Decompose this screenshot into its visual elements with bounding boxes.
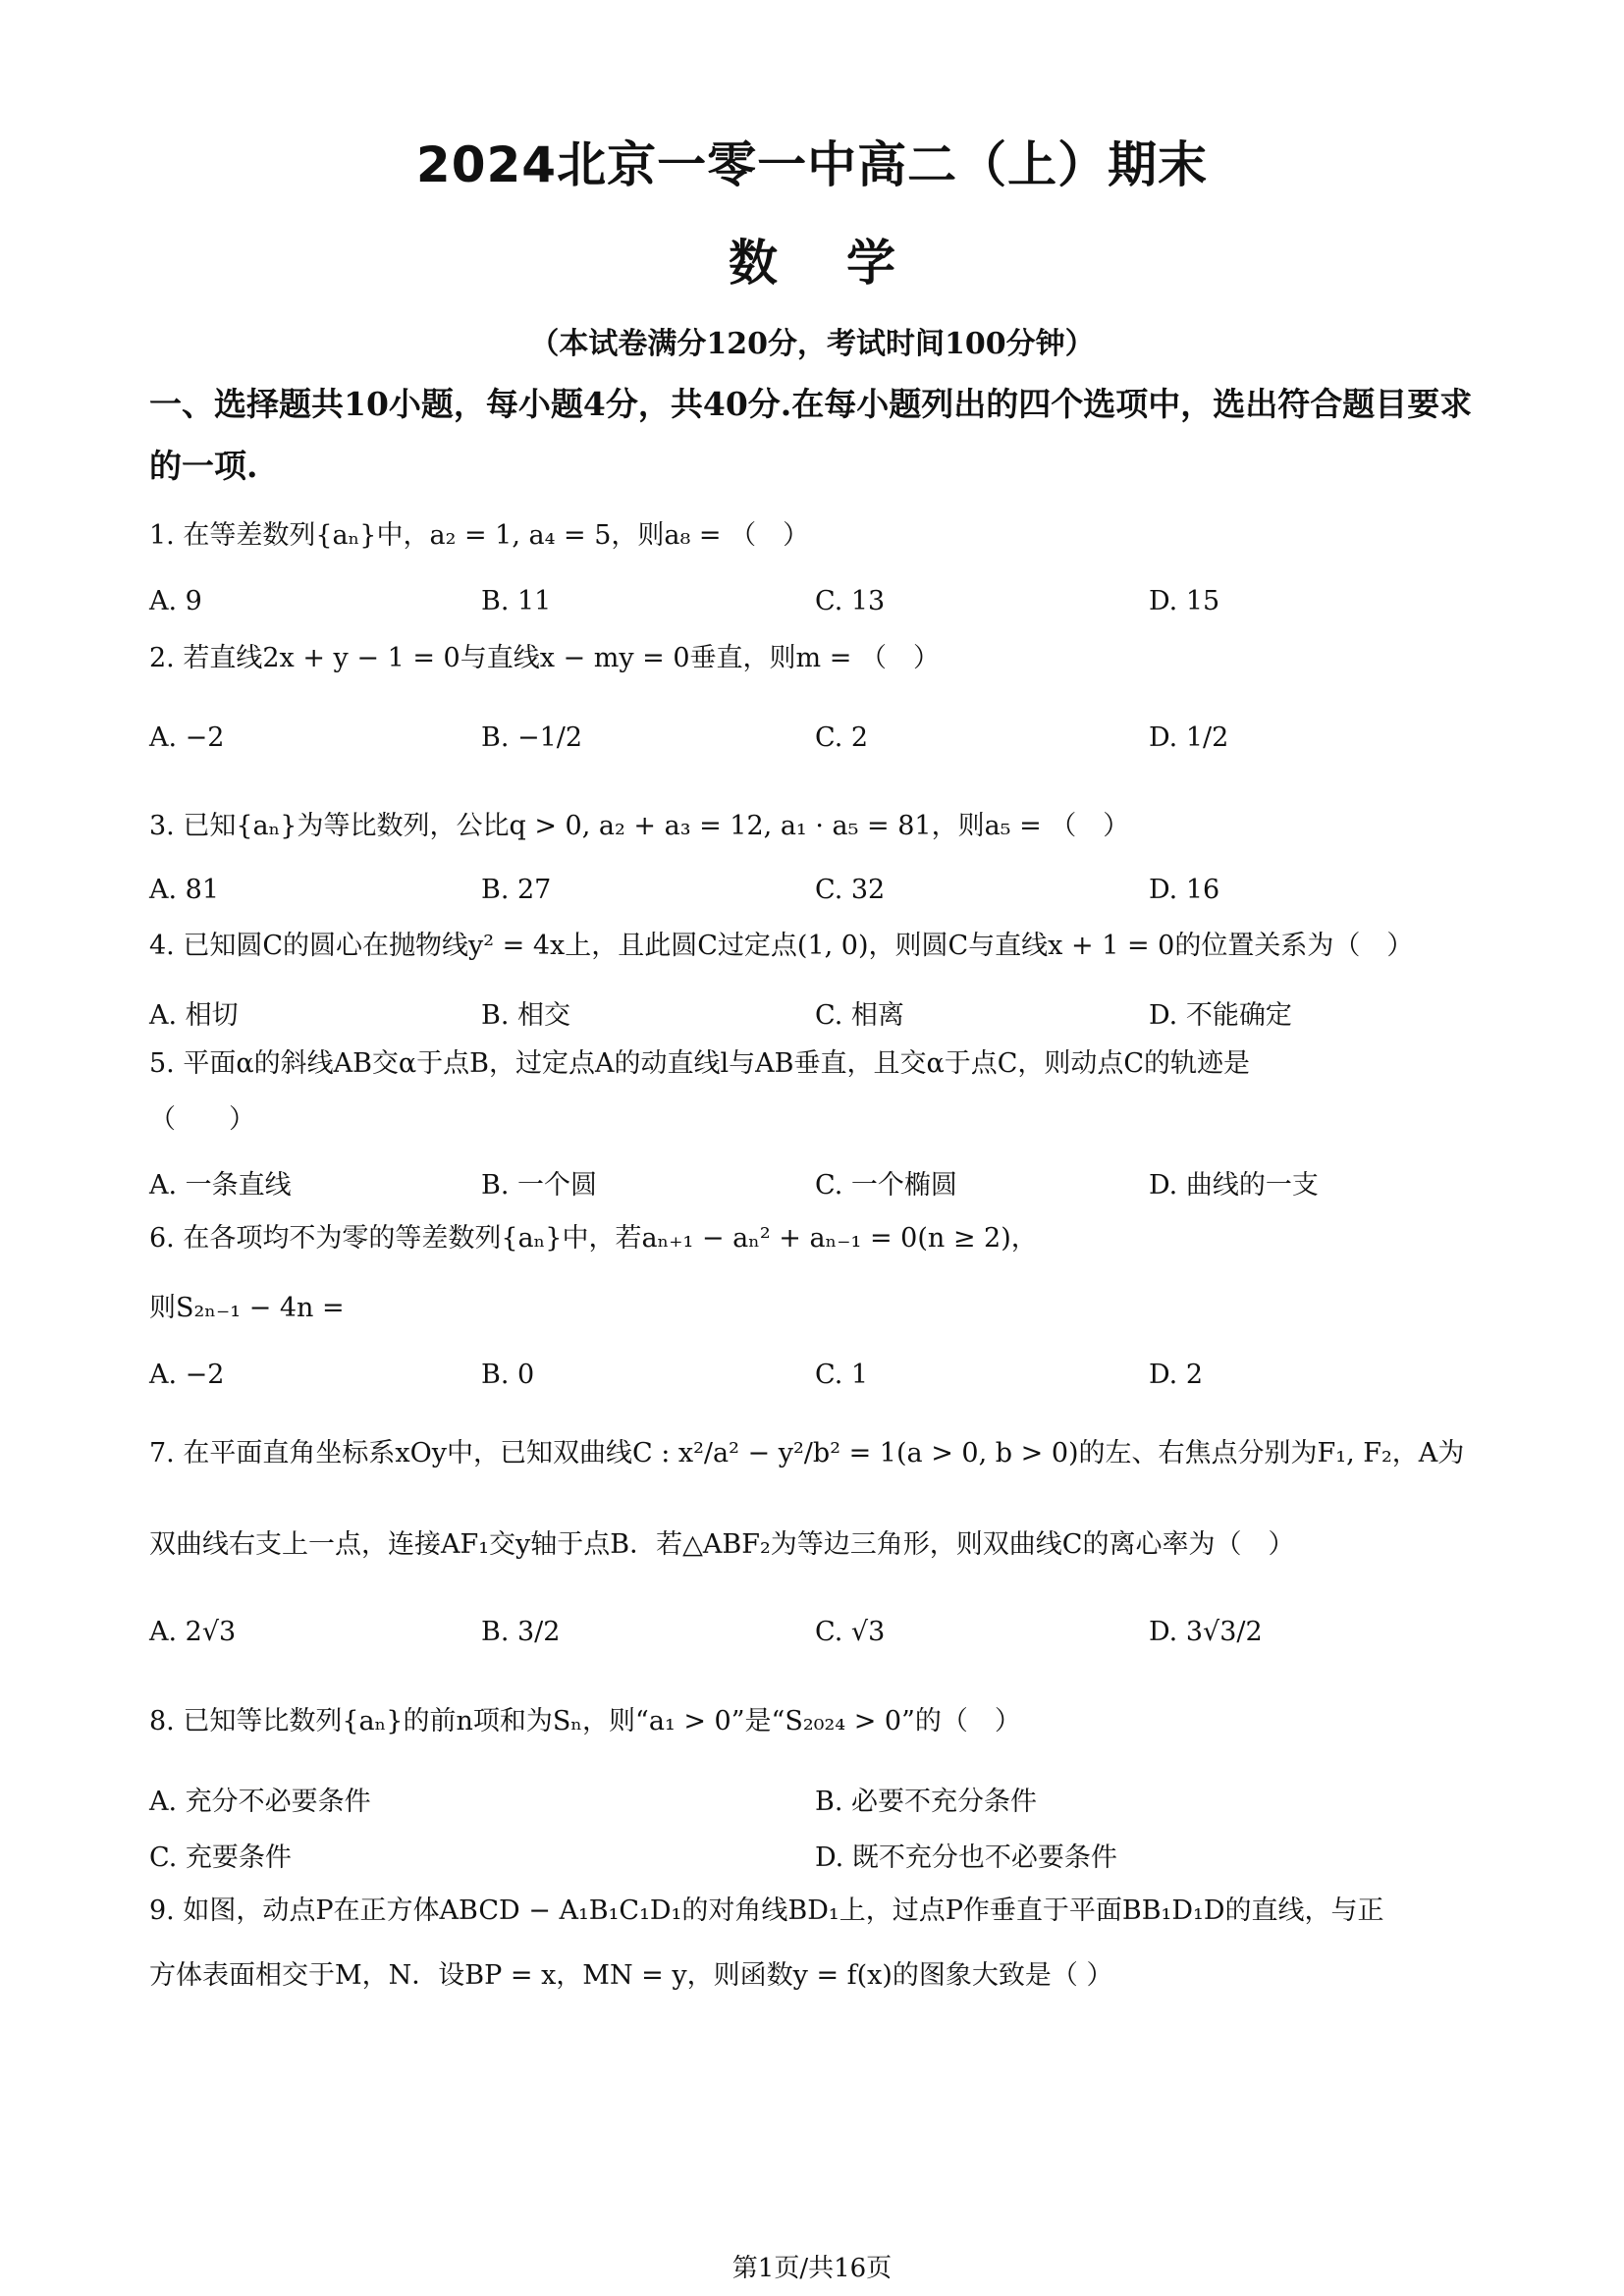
question-2-stem: 2. 若直线2x + y − 1 = 0与直线x − my = 0垂直，则m = （ ）	[149, 643, 940, 673]
question-7-stem: 7. 在平面直角坐标系xOy中，已知双曲线C : x²/a² − y²/b² = 1(a > 0, b > 0)的左、右焦点分别为F₁, F₂，A为	[149, 1438, 1465, 1468]
question-7-option-c: C. √3	[815, 1617, 886, 1647]
question-9-stem: 9. 如图，动点P在正方体ABCD − A₁B₁C₁D₁的对角线BD₁上，过点P作垂直于平面BB₁D₁D的直线，与正	[149, 1896, 1384, 1926]
section-heading: 一、选择题共10小题，每小题4分，共40分.在每小题列出的四个选项中，选出符合题目要求的一项.	[149, 385, 1473, 485]
question-7-option-b: B. 3/2	[481, 1617, 561, 1647]
question-1-option-b: B. 11	[481, 586, 552, 616]
question-1-option-a: A. 9	[149, 586, 202, 616]
question-5-option-d: D. 曲线的一支	[1149, 1170, 1319, 1201]
question-1-option-c: C. 13	[815, 586, 886, 616]
question-5-option-b: B. 一个圆	[481, 1170, 598, 1201]
question-4-stem: 4. 已知圆C的圆心在抛物线y² = 4x上，且此圆C过定点(1, 0)，则圆C与直线x + 1 = 0的位置关系为（ ）	[149, 931, 1414, 961]
question-6-option-c: C. 1	[815, 1360, 869, 1390]
question-2-option-b: B. −1/2	[481, 722, 583, 753]
question-4-option-b: B. 相交	[481, 1000, 571, 1031]
question-6-option-a: A. −2	[149, 1360, 225, 1390]
question-9-stem-line2: 方体表面相交于M，N．设BP = x，MN = y，则函数y = f(x)的图象大致是（ ）	[149, 1960, 1113, 1991]
question-3-option-a: A. 81	[149, 875, 220, 905]
question-6-stem: 6. 在各项均不为零的等差数列{aₙ}中，若aₙ₊₁ − aₙ² + aₙ₋₁ = 0(n ≥ 2)，	[149, 1223, 1038, 1254]
question-7-option-d: D. 3√3/2	[1149, 1617, 1263, 1647]
question-2-option-c: C. 2	[815, 722, 869, 753]
question-8-option-b: B. 必要不充分条件	[815, 1787, 1038, 1817]
question-2-option-d: D. 1/2	[1149, 722, 1229, 753]
question-4-option-c: C. 相离	[815, 1000, 904, 1031]
question-1-stem: 1. 在等差数列{aₙ}中，a₂ = 1, a₄ = 5，则a₈ = （ ）	[149, 520, 810, 551]
page-title: 2024北京一零一中高二（上）期末	[415, 136, 1209, 193]
question-4-option-a: A. 相切	[149, 1000, 239, 1031]
question-4-option-d: D. 不能确定	[1149, 1000, 1292, 1031]
question-3-stem: 3. 已知{aₙ}为等比数列，公比q > 0, a₂ + a₃ = 12, a₁ · a₅ = 81，则a₅ = （ ）	[149, 811, 1130, 841]
question-5-option-a: A. 一条直线	[149, 1170, 292, 1201]
question-8-option-c: C. 充要条件	[149, 1842, 292, 1873]
question-6-stem-line2: 则S₂ₙ₋₁ − 4n =	[149, 1293, 345, 1323]
question-7-option-a: A. 2√3	[149, 1617, 237, 1647]
exam-note: （本试卷满分120分，考试时间100分钟）	[529, 327, 1095, 361]
question-5-stem: 5. 平面α的斜线AB交α于点B，过定点A的动直线l与AB垂直，且交α于点C，则动点C的轨迹是	[149, 1048, 1251, 1079]
question-7-stem-line2: 双曲线右支上一点，连接AF₁交y轴于点B．若△ABF₂为等边三角形，则双曲线C的离心率为（ ）	[149, 1529, 1295, 1560]
question-3-option-d: D. 16	[1149, 875, 1220, 905]
question-6-option-b: B. 0	[481, 1360, 535, 1390]
question-1-option-d: D. 15	[1149, 586, 1220, 616]
question-8-stem: 8. 已知等比数列{aₙ}的前n项和为Sₙ，则“a₁ > 0”是“S₂₀₂₄ > 0”的（ ）	[149, 1706, 1021, 1736]
question-3-option-c: C. 32	[815, 875, 886, 905]
question-8-option-a: A. 充分不必要条件	[149, 1787, 371, 1817]
subject-heading: 数学	[729, 235, 964, 292]
question-8-option-d: D. 既不充分也不必要条件	[815, 1842, 1117, 1873]
question-5-stem-line2: （ ）	[149, 1104, 255, 1135]
question-5-option-c: C. 一个椭圆	[815, 1170, 957, 1201]
page-footer: 第1页/共16页	[731, 2254, 893, 2283]
question-6-option-d: D. 2	[1149, 1360, 1204, 1390]
question-3-option-b: B. 27	[481, 875, 552, 905]
question-2-option-a: A. −2	[149, 722, 225, 753]
